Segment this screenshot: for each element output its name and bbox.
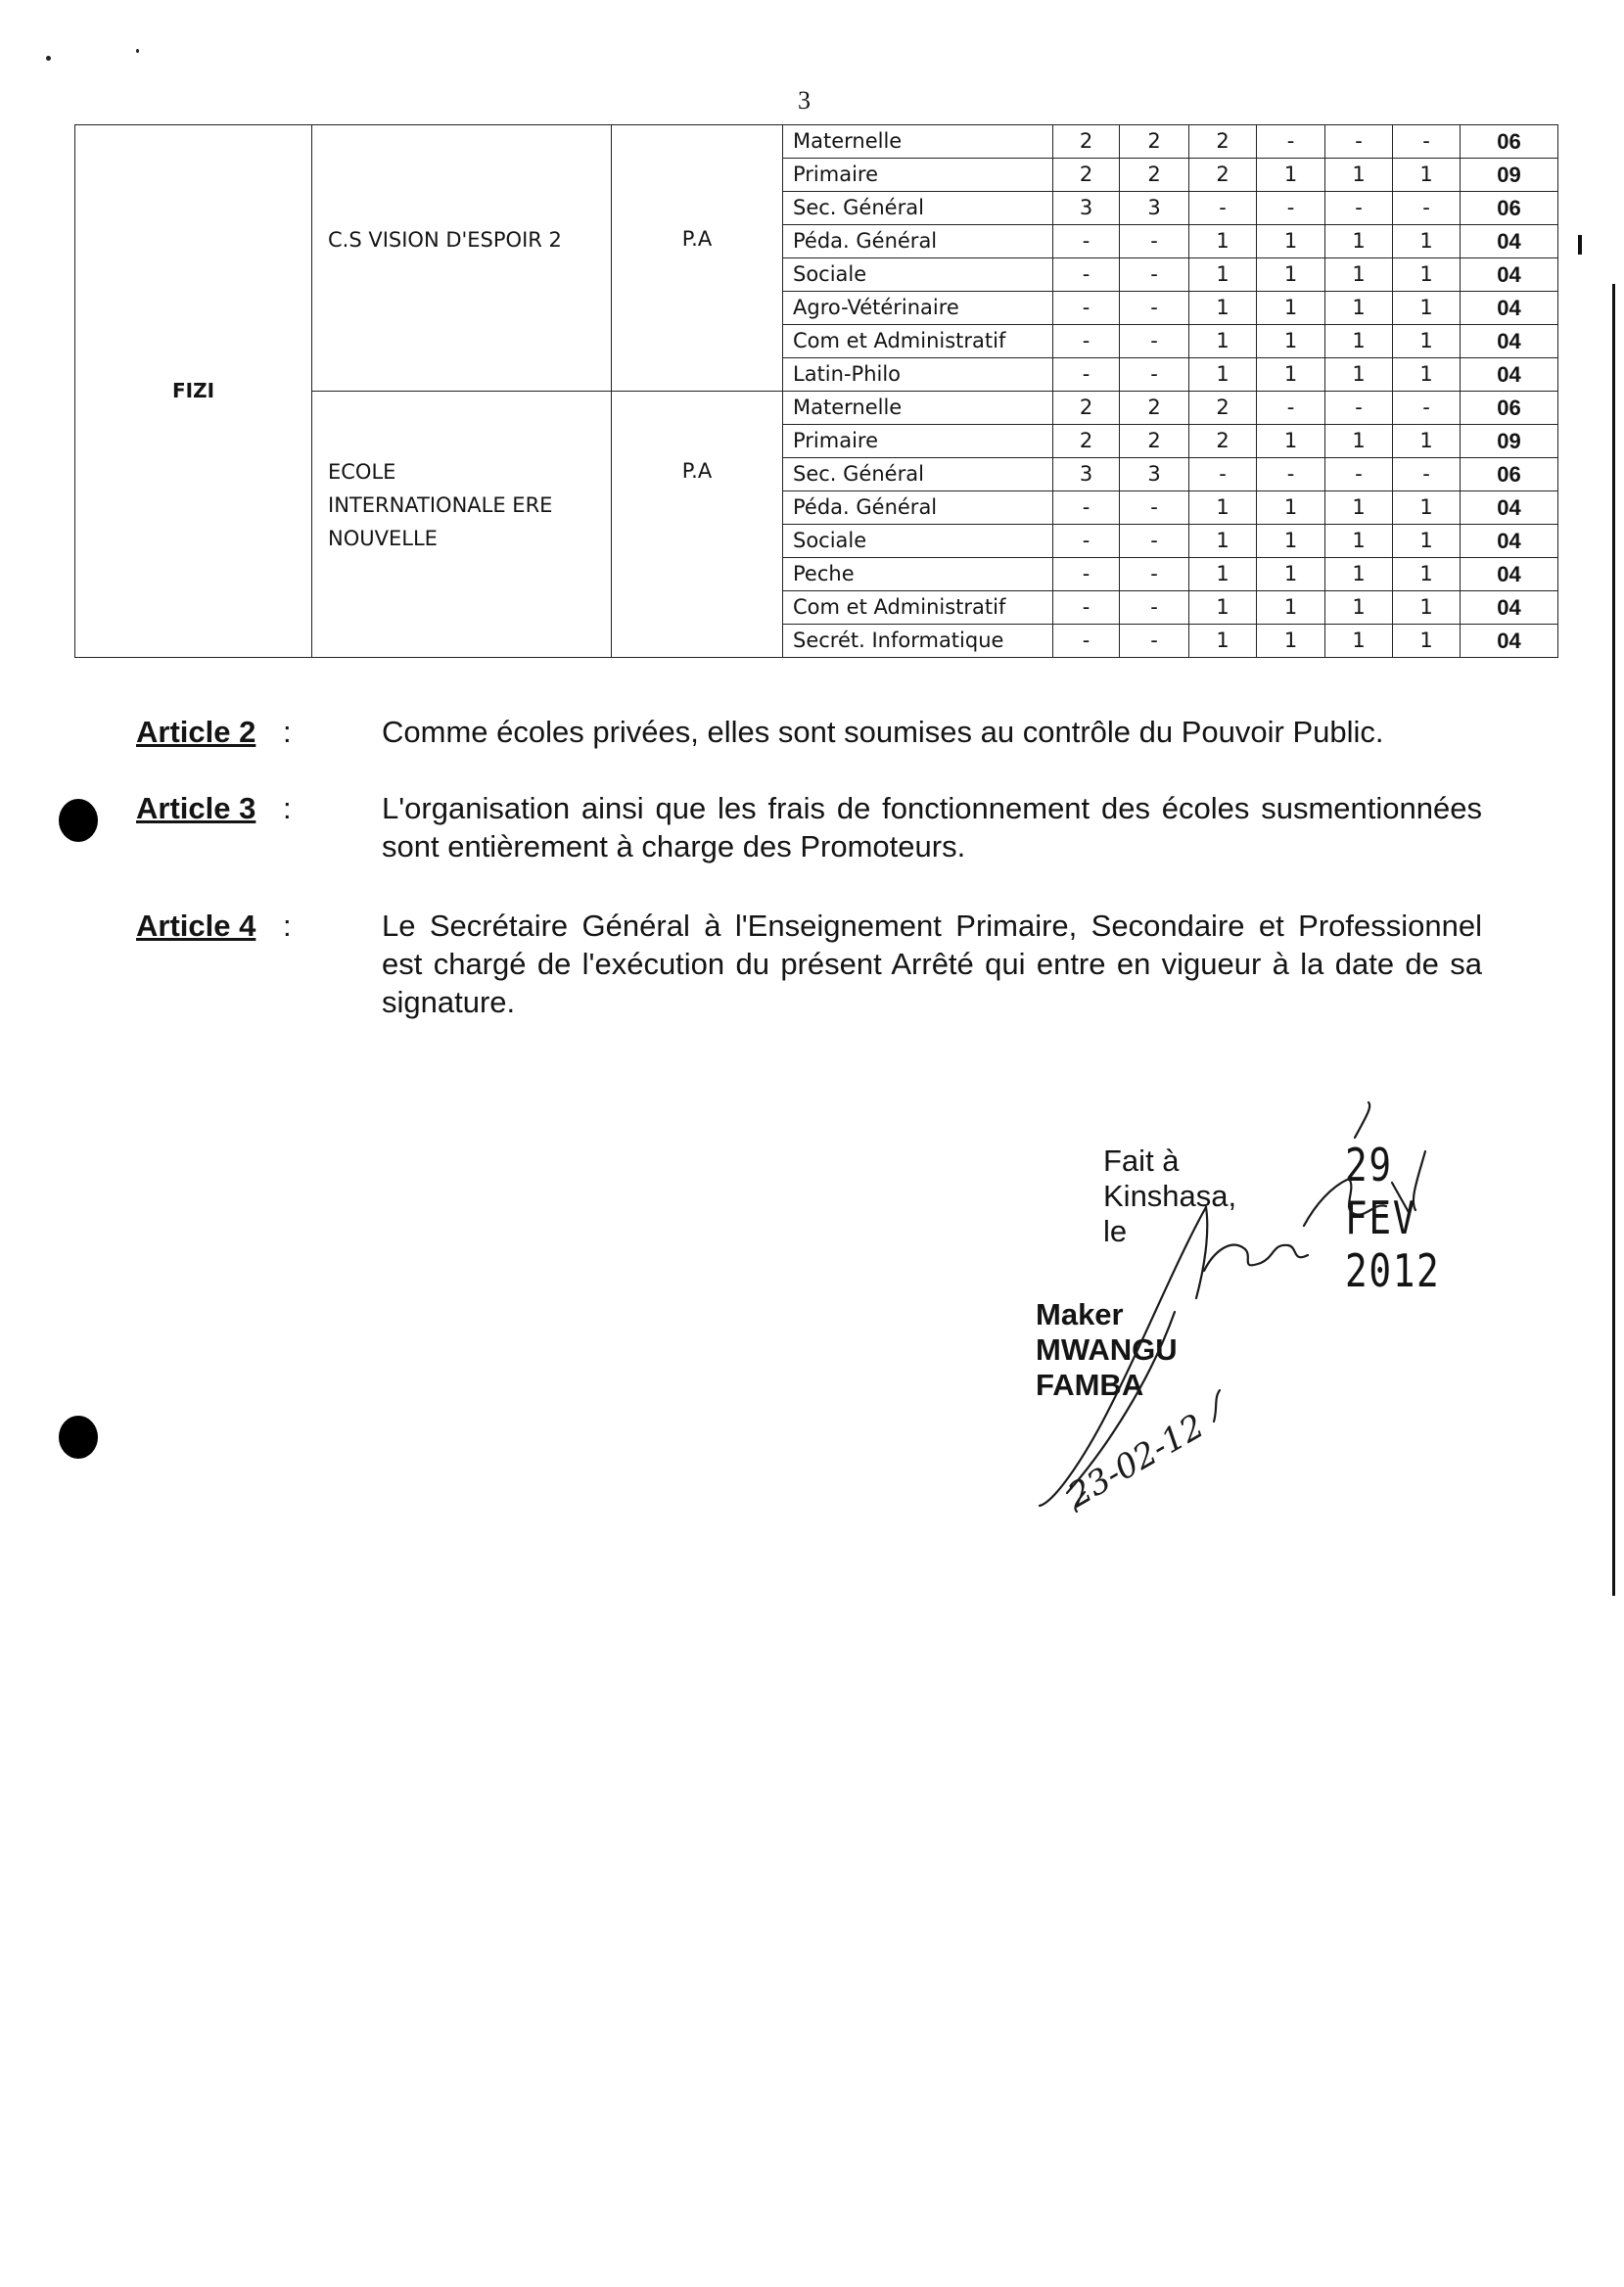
class-count-cell: 1: [1189, 292, 1257, 325]
class-count-cell: 1: [1393, 425, 1461, 458]
class-count-cell: 2: [1120, 425, 1189, 458]
class-count-cell: 1: [1257, 325, 1325, 358]
class-count-cell: 1: [1189, 225, 1257, 258]
class-count-cell: 1: [1189, 625, 1257, 658]
class-count-cell: 1: [1257, 525, 1325, 558]
class-count-cell: -: [1257, 192, 1325, 225]
class-count-cell: 1: [1325, 558, 1393, 591]
class-count-cell: -: [1120, 625, 1189, 658]
class-count-cell: 2: [1189, 425, 1257, 458]
table-row: [75, 125, 1558, 159]
option-cell: Sociale: [783, 525, 1053, 558]
class-count-cell: 1: [1393, 325, 1461, 358]
total-cell: 09: [1461, 425, 1558, 458]
scan-speck: [136, 49, 139, 53]
class-count-cell: -: [1120, 591, 1189, 625]
class-count-cell: -: [1053, 558, 1120, 591]
class-count-cell: -: [1393, 458, 1461, 491]
total-cell: 06: [1461, 192, 1558, 225]
class-count-cell: -: [1053, 225, 1120, 258]
class-count-cell: 1: [1189, 591, 1257, 625]
class-count-cell: -: [1120, 292, 1189, 325]
total-cell: 04: [1461, 491, 1558, 525]
class-count-cell: -: [1120, 558, 1189, 591]
article-2: [136, 713, 1482, 751]
class-count-cell: 1: [1257, 258, 1325, 292]
article-colon: :: [283, 791, 292, 825]
school-name-cell: [312, 125, 612, 392]
class-count-cell: -: [1053, 258, 1120, 292]
school-name-line: NOUVELLE: [328, 527, 438, 550]
class-count-cell: 1: [1393, 225, 1461, 258]
class-count-cell: 1: [1325, 292, 1393, 325]
class-count-cell: 1: [1189, 491, 1257, 525]
class-count-cell: -: [1257, 458, 1325, 491]
class-count-cell: 2: [1189, 392, 1257, 425]
class-count-cell: -: [1053, 325, 1120, 358]
class-count-cell: -: [1120, 325, 1189, 358]
option-cell: Péda. Général: [783, 225, 1053, 258]
class-count-cell: -: [1120, 491, 1189, 525]
option-cell: Com et Administratif: [783, 591, 1053, 625]
class-count-cell: 2: [1053, 159, 1120, 192]
option-cell: Latin-Philo: [783, 358, 1053, 392]
total-cell: 09: [1461, 159, 1558, 192]
regime-cell: P.A: [612, 125, 783, 392]
class-count-cell: 2: [1053, 125, 1120, 159]
territory-cell: FIZI: [75, 125, 312, 658]
school-name-line: ECOLE: [328, 460, 396, 484]
class-count-cell: 1: [1393, 491, 1461, 525]
class-count-cell: 2: [1120, 392, 1189, 425]
article-colon: :: [283, 715, 292, 749]
class-count-cell: 1: [1189, 258, 1257, 292]
class-count-cell: -: [1325, 125, 1393, 159]
regime-cell: P.A: [612, 392, 783, 658]
class-count-cell: 1: [1257, 292, 1325, 325]
total-cell: 04: [1461, 525, 1558, 558]
class-count-cell: 1: [1257, 558, 1325, 591]
option-cell: Primaire: [783, 159, 1053, 192]
option-cell: Péda. Général: [783, 491, 1053, 525]
total-cell: 04: [1461, 258, 1558, 292]
signatory-name: Maker MWANGU FAMBA: [1036, 1297, 1178, 1402]
article-label: Article 4: [136, 909, 256, 943]
article-label: Article 2: [136, 715, 256, 749]
class-count-cell: 1: [1257, 425, 1325, 458]
option-cell: Com et Administratif: [783, 325, 1053, 358]
option-cell: Primaire: [783, 425, 1053, 458]
class-count-cell: 1: [1189, 358, 1257, 392]
class-count-cell: 3: [1120, 458, 1189, 491]
class-count-cell: 1: [1257, 591, 1325, 625]
date-stamp: 29 FEV 2012: [1345, 1139, 1441, 1297]
class-count-cell: -: [1120, 225, 1189, 258]
class-count-cell: 1: [1325, 159, 1393, 192]
scan-speck: [46, 56, 51, 61]
punch-hole-mark: [59, 799, 98, 842]
class-count-cell: 1: [1393, 525, 1461, 558]
option-cell: Secrét. Informatique: [783, 625, 1053, 658]
page-number: 3: [798, 86, 811, 115]
total-cell: 04: [1461, 625, 1558, 658]
class-count-cell: 2: [1189, 159, 1257, 192]
article-text: L'organisation ainsi que les frais de fonctionnement des écoles susmentionnées sont entièrement à charge des Promoteurs.: [382, 791, 1482, 863]
place-date-line: Fait à Kinshasa, le: [1103, 1144, 1237, 1248]
class-count-cell: 1: [1325, 625, 1393, 658]
class-count-cell: 1: [1189, 525, 1257, 558]
class-count-cell: 1: [1393, 159, 1461, 192]
class-count-cell: -: [1120, 525, 1189, 558]
class-count-cell: 1: [1393, 625, 1461, 658]
class-count-cell: 1: [1325, 591, 1393, 625]
article-4: [136, 907, 1482, 1021]
class-count-cell: 1: [1325, 258, 1393, 292]
option-cell: Peche: [783, 558, 1053, 591]
option-cell: Maternelle: [783, 125, 1053, 159]
total-cell: 06: [1461, 125, 1558, 159]
class-count-cell: -: [1053, 625, 1120, 658]
scan-edge-line: [1578, 235, 1582, 255]
school-name-line: C.S VISION D'ESPOIR 2: [328, 228, 562, 252]
total-cell: 04: [1461, 325, 1558, 358]
class-count-cell: 3: [1053, 192, 1120, 225]
class-count-cell: 1: [1189, 325, 1257, 358]
class-count-cell: 2: [1120, 125, 1189, 159]
class-count-cell: 1: [1257, 159, 1325, 192]
class-count-cell: 2: [1120, 159, 1189, 192]
total-cell: 04: [1461, 558, 1558, 591]
class-count-cell: -: [1053, 292, 1120, 325]
class-count-cell: 2: [1053, 425, 1120, 458]
article-text: Comme écoles privées, elles sont soumises au contrôle du Pouvoir Public.: [382, 715, 1384, 749]
class-count-cell: -: [1189, 192, 1257, 225]
class-count-cell: 1: [1393, 292, 1461, 325]
class-count-cell: 1: [1325, 325, 1393, 358]
option-cell: Maternelle: [783, 392, 1053, 425]
class-count-cell: -: [1120, 358, 1189, 392]
school-name-line: INTERNATIONALE ERE: [328, 493, 553, 517]
scan-edge-line: [1612, 284, 1615, 1596]
class-count-cell: 1: [1257, 625, 1325, 658]
class-count-cell: 3: [1053, 458, 1120, 491]
class-count-cell: -: [1053, 358, 1120, 392]
class-count-cell: -: [1325, 458, 1393, 491]
option-cell: Sociale: [783, 258, 1053, 292]
class-count-cell: -: [1257, 125, 1325, 159]
article-colon: :: [283, 909, 292, 943]
class-count-cell: -: [1053, 591, 1120, 625]
total-cell: 04: [1461, 225, 1558, 258]
class-count-cell: 1: [1393, 258, 1461, 292]
class-count-cell: -: [1120, 258, 1189, 292]
class-count-cell: -: [1393, 192, 1461, 225]
option-cell: Agro-Vétérinaire: [783, 292, 1053, 325]
total-cell: 06: [1461, 458, 1558, 491]
total-cell: 04: [1461, 292, 1558, 325]
schools-table: [74, 124, 1558, 658]
class-count-cell: -: [1053, 491, 1120, 525]
class-count-cell: 2: [1053, 392, 1120, 425]
class-count-cell: 1: [1325, 358, 1393, 392]
class-count-cell: 1: [1189, 558, 1257, 591]
class-count-cell: 1: [1257, 491, 1325, 525]
class-count-cell: 1: [1393, 591, 1461, 625]
article-3: [136, 789, 1482, 865]
class-count-cell: 1: [1393, 558, 1461, 591]
class-count-cell: 1: [1325, 425, 1393, 458]
class-count-cell: 1: [1325, 225, 1393, 258]
class-count-cell: 2: [1189, 125, 1257, 159]
article-text: Le Secrétaire Général à l'Enseignement Primaire, Secondaire et Professionnel est chargé de l'exécution du présent Arrêté qui entre en vigueur à la date de sa signature.: [382, 909, 1482, 1019]
class-count-cell: -: [1325, 392, 1393, 425]
table-body: [75, 125, 1558, 658]
class-count-cell: 3: [1120, 192, 1189, 225]
class-count-cell: 1: [1325, 491, 1393, 525]
punch-hole-mark: [59, 1416, 98, 1459]
class-count-cell: 1: [1325, 525, 1393, 558]
total-cell: 04: [1461, 591, 1558, 625]
class-count-cell: -: [1257, 392, 1325, 425]
total-cell: 06: [1461, 392, 1558, 425]
option-cell: Sec. Général: [783, 458, 1053, 491]
class-count-cell: -: [1053, 525, 1120, 558]
class-count-cell: -: [1189, 458, 1257, 491]
total-cell: 04: [1461, 358, 1558, 392]
handwritten-date: 23-02-12: [1061, 1406, 1211, 1516]
class-count-cell: 1: [1393, 358, 1461, 392]
class-count-cell: 1: [1257, 225, 1325, 258]
class-count-cell: -: [1393, 125, 1461, 159]
class-count-cell: -: [1325, 192, 1393, 225]
option-cell: Sec. Général: [783, 192, 1053, 225]
school-name-cell: [312, 392, 612, 658]
class-count-cell: -: [1393, 392, 1461, 425]
article-label: Article 3: [136, 791, 256, 825]
class-count-cell: 1: [1257, 358, 1325, 392]
